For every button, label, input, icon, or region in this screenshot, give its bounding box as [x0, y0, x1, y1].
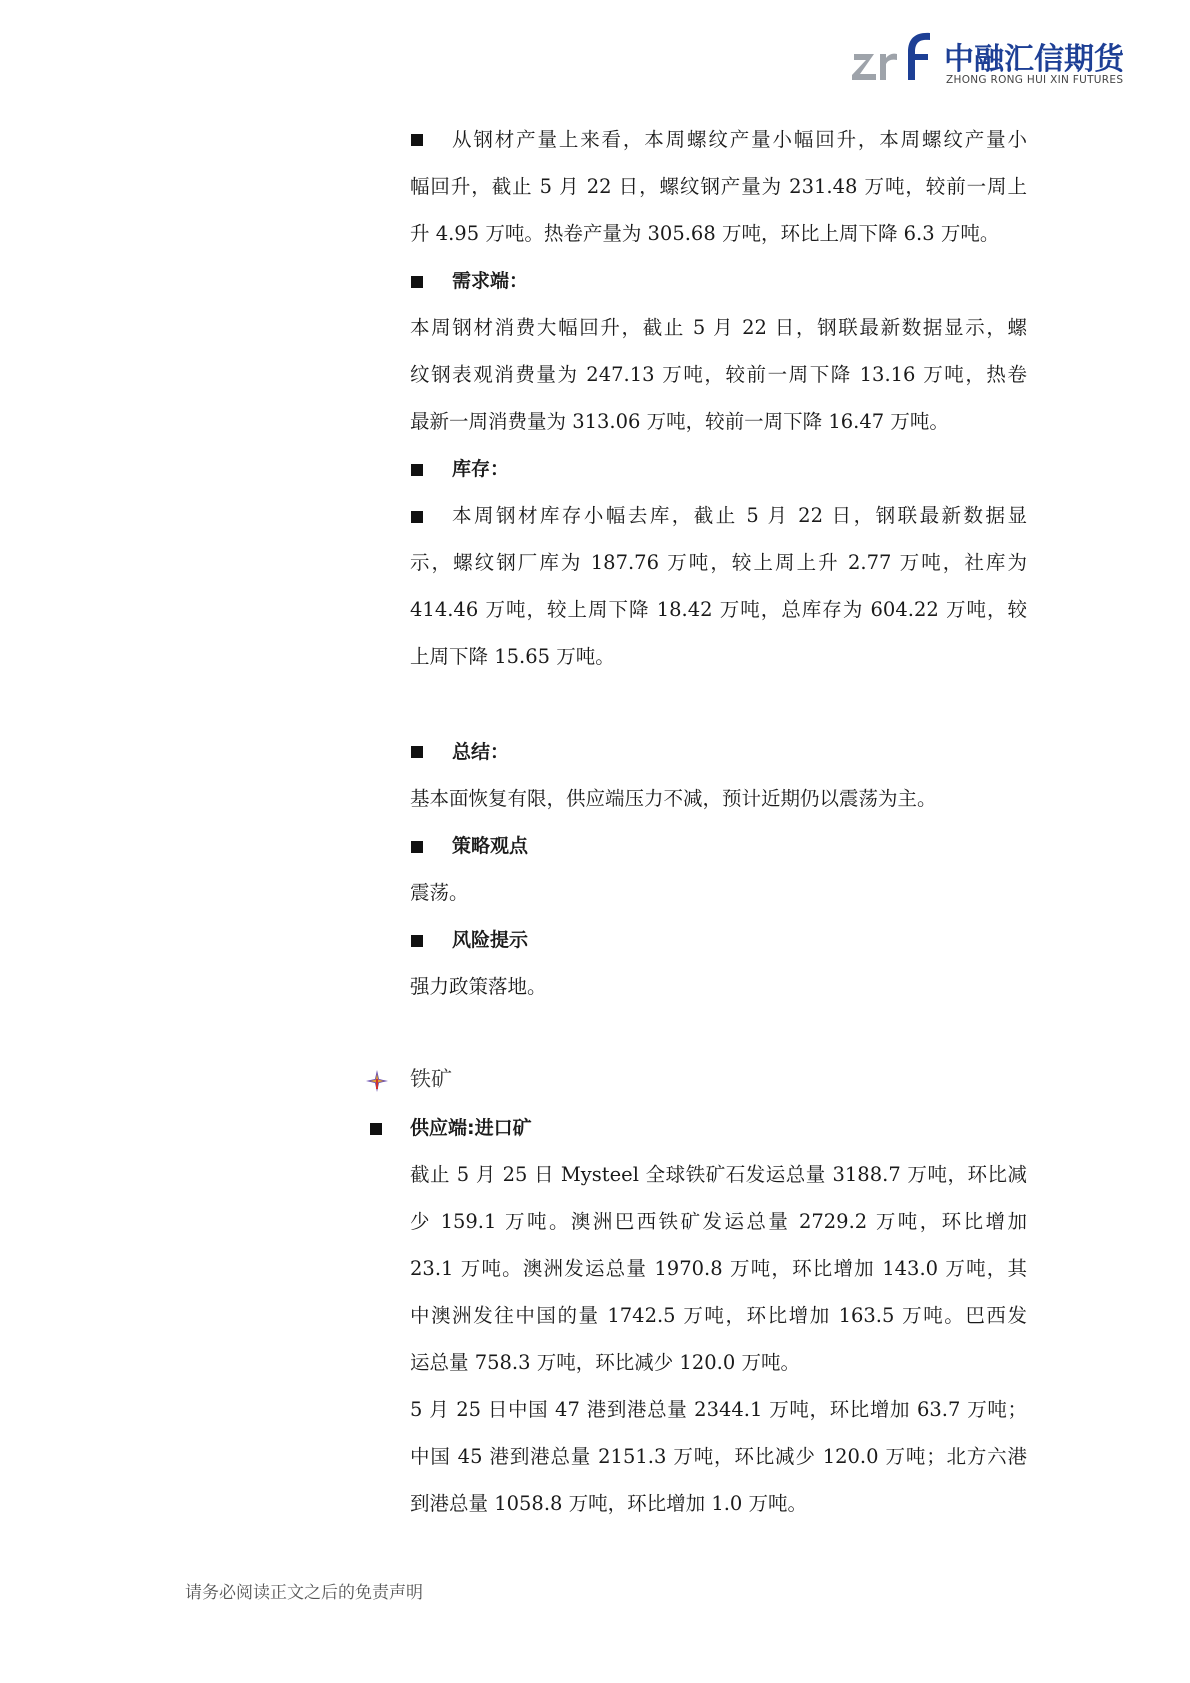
paragraph-line: 截止 5 月 25 日 Mysteel 全球铁矿石发运总量 3188.7 万吨，环比减: [410, 1163, 1027, 1186]
zrf-logo-mark-icon: [852, 28, 934, 88]
disclaimer-footer: 请务必阅读正文之后的免责声明: [185, 1583, 423, 1603]
strategy-text: 震荡。: [410, 881, 469, 904]
strategy-heading: 策略观点: [452, 835, 529, 857]
square-bullet-icon: [411, 276, 423, 288]
paragraph-line: 最新一周消费量为 313.06 万吨，较前一周下降 16.47 万吨。: [410, 410, 949, 433]
paragraph-line: 纹钢表观消费量为 247.13 万吨，较前一周下降 13.16 万吨，热卷: [410, 363, 1027, 386]
summary-heading: 总结：: [452, 741, 510, 763]
square-bullet-icon: [370, 1123, 382, 1135]
company-logo: [852, 28, 1122, 88]
paragraph-line: 少 159.1 万吨。澳洲巴西铁矿发运总量 2729.2 万吨，环比增加: [410, 1210, 1027, 1233]
square-bullet-icon: [411, 134, 423, 146]
paragraph-line: 上周下降 15.65 万吨。: [410, 645, 615, 668]
paragraph-line: 中国 45 港到港总量 2151.3 万吨，环比减少 120.0 万吨；北方六港: [410, 1445, 1027, 1468]
square-bullet-icon: [411, 841, 423, 853]
paragraph-line: 5 月 25 日中国 47 港到港总量 2344.1 万吨，环比增加 63.7 万吨；: [410, 1398, 1027, 1421]
inventory-heading: 库存：: [452, 458, 510, 480]
paragraph-line: 414.46 万吨，较上周下降 18.42 万吨，总库存为 604.22 万吨，较: [410, 598, 1027, 621]
paragraph-line: 本周钢材库存小幅去库，截止 5 月 22 日，钢联最新数据显: [452, 504, 1027, 527]
demand-heading: 需求端：: [452, 270, 529, 292]
logo-chinese-name: 中融汇信期货: [944, 42, 1124, 77]
risk-text: 强力政策落地。: [410, 975, 547, 998]
paragraph-line: 到港总量 1058.8 万吨，环比增加 1.0 万吨。: [410, 1492, 808, 1515]
paragraph-line: 幅回升，截止 5 月 22 日，螺纹钢产量为 231.48 万吨，较前一周上: [410, 175, 1027, 198]
paragraph-line: 升 4.95 万吨。热卷产量为 305.68 万吨，环比上周下降 6.3 万吨。: [410, 222, 1000, 245]
section-marker-icon: [366, 1070, 388, 1092]
square-bullet-icon: [411, 746, 423, 758]
square-bullet-icon: [411, 511, 423, 523]
supply-heading: 供应端:进口矿: [410, 1117, 532, 1139]
logo-english-name: ZHONG RONG HUI XIN FUTURES: [946, 74, 1124, 86]
paragraph-line: 运总量 758.3 万吨，环比减少 120.0 万吨。: [410, 1351, 800, 1374]
paragraph-line: 23.1 万吨。澳洲发运总量 1970.8 万吨，环比增加 143.0 万吨，其: [410, 1257, 1027, 1280]
summary-text: 基本面恢复有限，供应端压力不减，预计近期仍以震荡为主。: [410, 787, 937, 810]
paragraph-line: 中澳洲发往中国的量 1742.5 万吨，环比增加 163.5 万吨。巴西发: [410, 1304, 1027, 1327]
square-bullet-icon: [411, 464, 423, 476]
iron-ore-title: 铁矿: [410, 1067, 452, 1091]
paragraph-line: 本周钢材消费大幅回升，截止 5 月 22 日，钢联最新数据显示，螺: [410, 316, 1027, 339]
square-bullet-icon: [411, 935, 423, 947]
paragraph-line: 示，螺纹钢厂库为 187.76 万吨，较上周上升 2.77 万吨，社库为: [410, 551, 1027, 574]
paragraph-line: 从钢材产量上来看，本周螺纹产量小幅回升，本周螺纹产量小: [452, 128, 1027, 151]
risk-heading: 风险提示: [452, 929, 529, 951]
